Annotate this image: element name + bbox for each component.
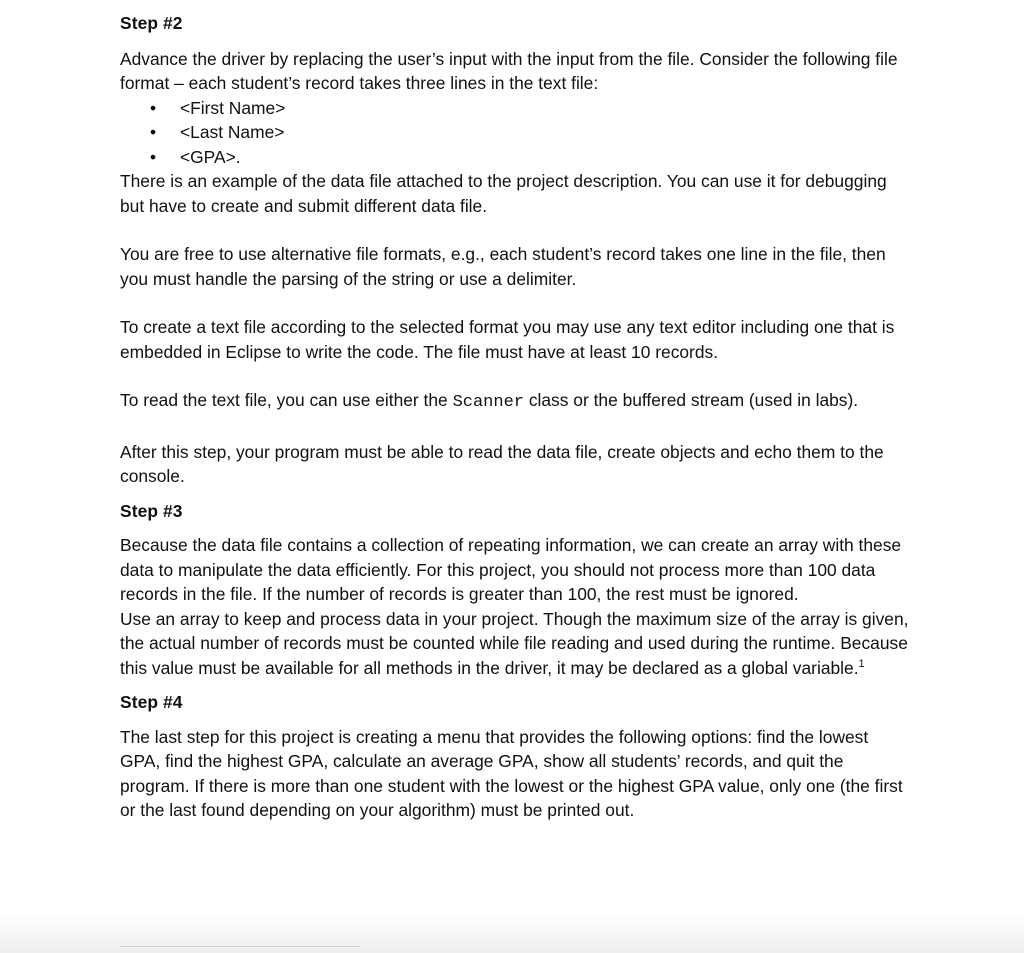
list-item-text: <First Name>: [180, 97, 286, 118]
step3-heading: Step #3: [120, 500, 183, 521]
read-prefix: To read the text file, you can use either the: [120, 390, 453, 410]
bullet-icon: •: [150, 97, 157, 118]
step2-heading: Step #2: [120, 13, 183, 33]
step2-intro: Advance the driver by replacing the user’s input with the input from the file. Consider the following file format – each student’s record takes three lines in the text file:: [120, 48, 898, 93]
step4-paragraph-1: The last step for this project is creating a menu that provides the following options: find the lowest GPA, find the highest GPA, calculate an average GPA, show all students’ records, and quit the program. If there is more than one student with the lowest or the highest GPA value, only one (the first or the last found depending on your algorithm) must be printed out.: [120, 726, 903, 820]
step4-heading: Step #4: [120, 692, 183, 712]
scanner-code: Scanner: [452, 393, 524, 412]
list-item: [120, 145, 910, 170]
list-item: [120, 120, 910, 145]
file-format-list: [120, 96, 910, 170]
bullet-icon: •: [150, 122, 157, 142]
read-suffix: class or the buffered stream (used in labs).: [523, 390, 859, 410]
step2-read-paragraph: [120, 388, 910, 416]
list-item: [120, 96, 910, 121]
footnote-reference: 1: [858, 657, 865, 670]
list-item-text: <Last Name>: [180, 122, 285, 142]
step3-paragraph-2-text: Use an array to keep and process data in your project. Though the maximum size of the array is given, the actual number of records must be counted while file reading and used during the runtime. Because this value must be available for all methods in the driver, it may be declared as a global variable.: [120, 608, 909, 678]
list-item-text: <GPA>.: [180, 146, 241, 167]
footnote-separator: [120, 946, 360, 947]
page-bottom-shadow: [0, 913, 1024, 953]
bullet-icon: •: [150, 146, 157, 167]
step3-paragraph-2: [120, 607, 910, 681]
step2-create-file-paragraph: To create a text file according to the selected format you may use any text editor including one that is embedded in Eclipse to write the code. The file must have at least 10 records.: [120, 317, 895, 362]
step2-alt-formats-paragraph: You are free to use alternative file formats, e.g., each student’s record takes one line in the file, then you must handle the parsing of the string or use a delimiter.: [120, 244, 886, 289]
step3-paragraph-1: Because the data file contains a collection of repeating information, we can create an array with these data to manipulate the data efficiently. For this project, you should not process more than 100 data records in the file. If the number of records is greater than 100, the rest must be ignored.: [120, 535, 902, 604]
step2-example-paragraph: There is an example of the data file attached to the project description. You can use it for debugging but have to create and submit different data file.: [120, 171, 887, 216]
document-page: [120, 0, 910, 823]
step2-after-paragraph: After this step, your program must be able to read the data file, create objects and echo them to the console.: [120, 441, 884, 486]
